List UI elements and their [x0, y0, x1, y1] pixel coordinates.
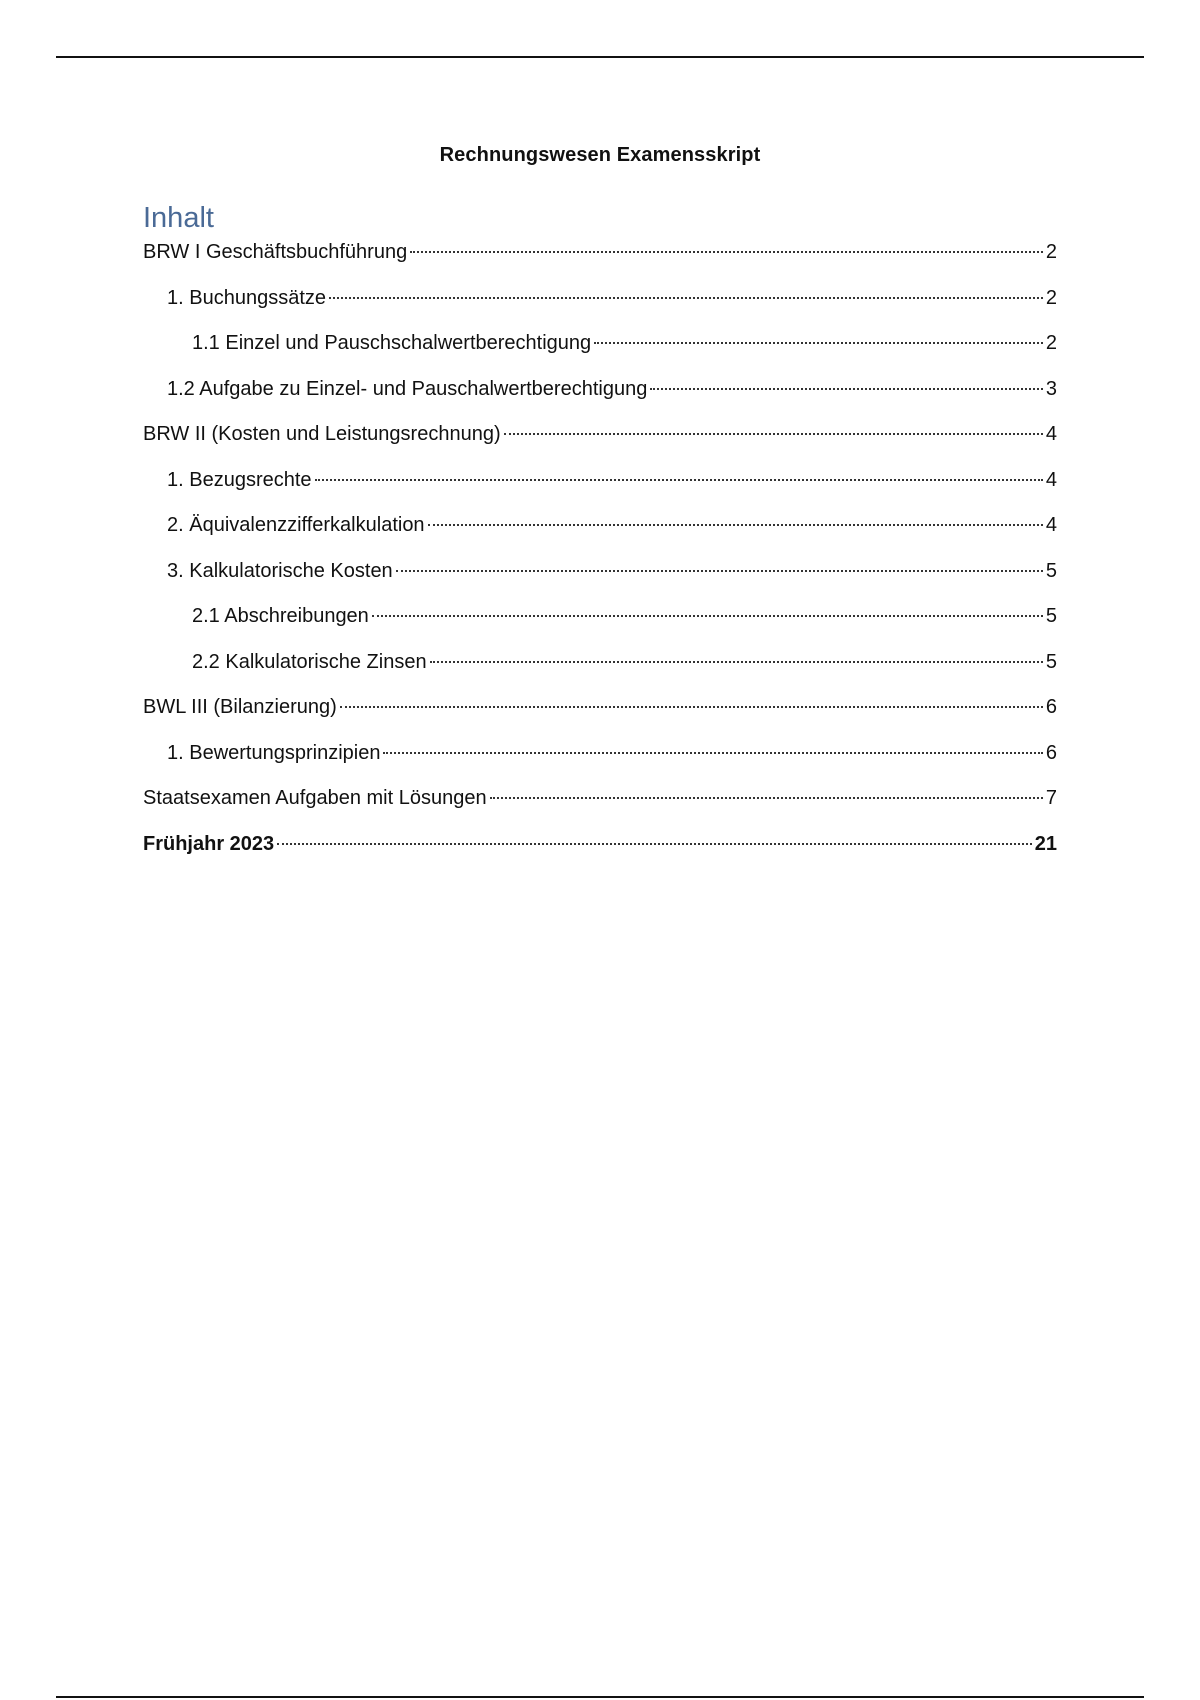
toc-dot-leader: [428, 524, 1043, 526]
toc-entry-page-number: 5: [1045, 559, 1057, 582]
document-title: Rechnungswesen Examensskript: [439, 144, 761, 166]
toc-entry[interactable]: [143, 784, 1057, 830]
toc-entry[interactable]: [143, 557, 1057, 603]
toc-entry-label: 2.2 Kalkulatorische Zinsen: [192, 650, 427, 673]
toc-dot-leader: [340, 706, 1043, 708]
toc-entry-page-number: 5: [1045, 605, 1057, 627]
toc-dot-leader: [329, 297, 1043, 299]
toc-entry-label: 3. Kalkulatorische Kosten: [167, 559, 393, 582]
toc-dot-leader: [594, 342, 1043, 344]
toc-entry-label: BRW I Geschäftsbuchführung: [143, 241, 408, 263]
toc-entry[interactable]: [143, 238, 1057, 284]
toc-entry-label: 1.1 Einzel und Pauschschalwertberechtigung: [192, 332, 592, 354]
table-of-contents: [143, 238, 1057, 875]
toc-entry-label: 2. Äquivalenzzifferkalkulation: [167, 514, 425, 536]
toc-dot-leader: [372, 615, 1043, 617]
toc-entry-label: 2.1 Abschreibungen: [192, 605, 369, 627]
footer-rule: [56, 1696, 1144, 1698]
toc-entry-page-number: 5: [1045, 650, 1057, 673]
toc-entry-label: BWL III (Bilanzierung): [143, 696, 337, 718]
toc-entry-label: 1. Buchungssätze: [167, 286, 326, 309]
toc-dot-leader: [650, 388, 1043, 390]
toc-entry[interactable]: [143, 739, 1057, 785]
toc-entry[interactable]: [143, 466, 1057, 512]
toc-entry-page-number: 7: [1045, 787, 1057, 809]
toc-entry-page-number: 2: [1045, 241, 1057, 263]
header-rule: [56, 56, 1144, 58]
toc-entry[interactable]: [143, 375, 1057, 421]
toc-dot-leader: [396, 570, 1043, 572]
toc-entry-page-number: 2: [1045, 332, 1057, 354]
toc-entry-page-number: 21: [1034, 832, 1057, 855]
toc-entry-page-number: 2: [1045, 286, 1057, 309]
toc-entry[interactable]: [143, 693, 1057, 739]
toc-entry-label: 1. Bewertungsprinzipien: [167, 741, 381, 764]
toc-entry-label: BRW II (Kosten und Leistungsrechnung): [143, 423, 501, 445]
toc-dot-leader: [490, 797, 1043, 799]
toc-entry[interactable]: [143, 648, 1057, 694]
toc-entry-page-number: 6: [1045, 696, 1057, 718]
toc-entry-label: 1.2 Aufgabe zu Einzel- und Pauschalwertberechtigung: [167, 377, 648, 400]
toc-entry-page-number: 4: [1045, 514, 1057, 536]
toc-dot-leader: [383, 752, 1042, 754]
toc-dot-leader: [430, 661, 1043, 663]
toc-entry-page-number: 4: [1045, 468, 1057, 491]
toc-entry[interactable]: [143, 284, 1057, 330]
toc-dot-leader: [277, 843, 1032, 845]
toc-entry-page-number: 4: [1045, 423, 1057, 445]
toc-entry[interactable]: [143, 511, 1057, 557]
toc-heading: Inhalt: [143, 202, 214, 234]
toc-dot-leader: [315, 479, 1043, 481]
toc-entry-page-number: 6: [1045, 741, 1057, 764]
toc-entry[interactable]: [143, 329, 1057, 375]
toc-dot-leader: [410, 251, 1043, 253]
toc-entry-label: Staatsexamen Aufgaben mit Lösungen: [143, 787, 487, 809]
toc-entry-label: 1. Bezugsrechte: [167, 468, 312, 491]
toc-entry[interactable]: [143, 420, 1057, 466]
toc-entry-page-number: 3: [1045, 377, 1057, 400]
toc-entry[interactable]: [143, 830, 1057, 876]
toc-dot-leader: [504, 433, 1043, 435]
toc-entry[interactable]: [143, 602, 1057, 648]
toc-entry-label: Frühjahr 2023: [143, 832, 275, 855]
